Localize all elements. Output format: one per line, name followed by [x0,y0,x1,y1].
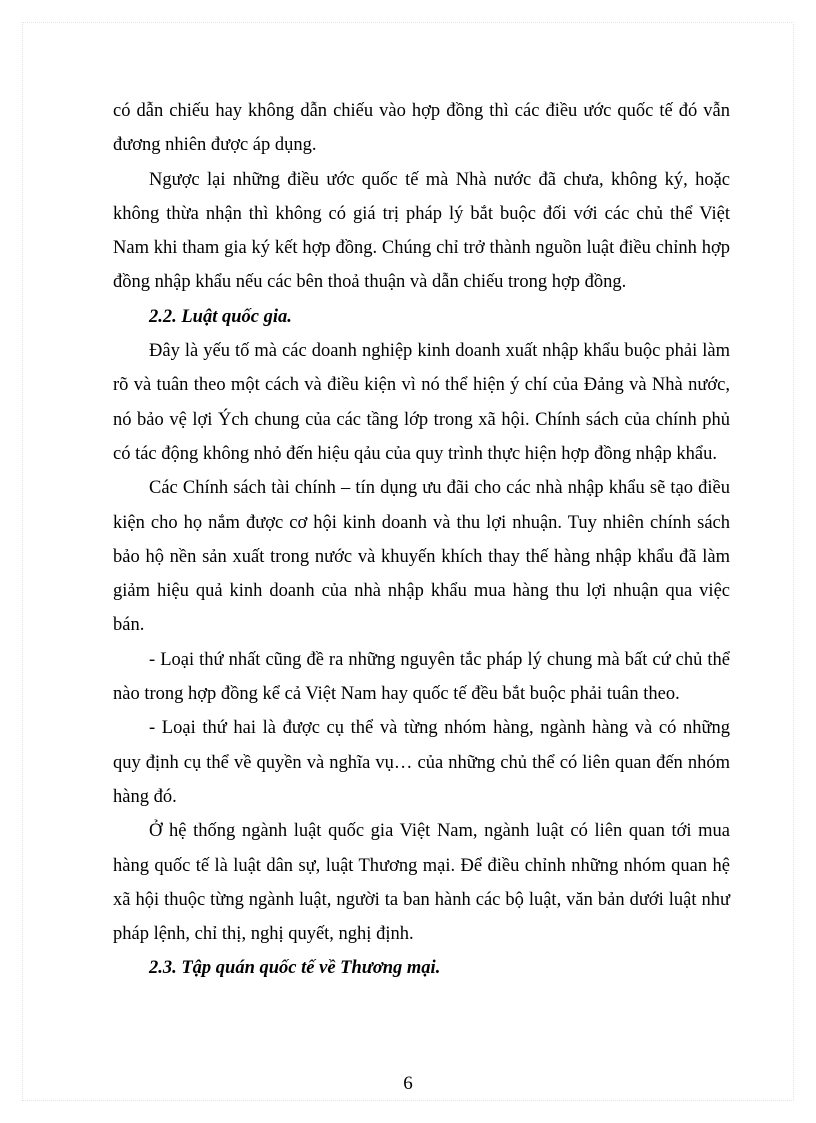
paragraph-2: Ngược lại những điều ước quốc tế mà Nhà nước đã chưa, không ký, hoặc không thừa nhận thì không có giá trị pháp lý bắt buộc đối với các chủ thể Việt Nam khi tham gia ký kết hợp đồng. Chúng chỉ trở thành nguồn luật điều chỉnh hợp đồng nhập khẩu nếu các bên thoả thuận và dẫn chiếu trong hợp đồng. [113,169,730,293]
paragraph-7: Ở hệ thống ngành luật quốc gia Việt Nam, ngành luật có liên quan tới mua hàng quốc tế là luật dân sự, luật Thương mại. Để điều chỉnh những nhóm quan hệ xã hội thuộc từng ngành luật, người ta ban hành các bộ luật, văn bản dưới luật như pháp lệnh, chỉ thị, nghị quyết, nghị định. [113,821,730,945]
section-heading-2-2: 2.2. Luật quốc gia. [149,306,292,327]
paragraph-1: có dẫn chiếu hay không dẫn chiếu vào hợp đồng thì các điều ước quốc tế đó vẫn đương nhiên được áp dụng. [113,101,730,156]
page-number: 6 [403,1073,413,1094]
paragraph-3: Đây là yếu tố mà các doanh nghiệp kinh doanh xuất nhập khẩu buộc phải làm rõ và tuân theo một cách và điều kiện vì nó thể hiện ý chí của Đảng và Nhà nước, nó bảo vệ lợi Ých chung của các tầng lớp trong xã hội. Chính sách của chính phủ có tác động không nhỏ đến hiệu qảu của quy trình thực hiện hợp đồng nhập khẩu. [113,341,730,464]
paragraph-5: - Loại thứ nhất cũng đề ra những nguyên tắc pháp lý chung mà bất cứ chủ thể nào trong hợp đồng kể cả Việt Nam hay quốc tế đều bắt buộc phải tuân theo. [113,649,730,705]
paragraph-4: Các Chính sách tài chính – tín dụng ưu đãi cho các nhà nhập khẩu sẽ tạo điều kiện cho họ nắm được cơ hội kinh doanh và thu lợi nhuận. Tuy nhiên chính sách bảo hộ nền sản xuất trong nước và khuyến khích thay thế hàng nhập khẩu đã làm giảm hiệu quả kinh doanh của nhà nhập khẩu mua hàng thu lợi nhuận qua việc bán. [113,478,730,636]
section-heading-2-3: 2.3. Tập quán quốc tế về Thương mại. [149,958,441,979]
paragraph-6: - Loại thứ hai là được cụ thể và từng nhóm hàng, ngành hàng và có những quy định cụ thể về quyền và nghĩa vụ… của những chủ thể có liên quan đến nhóm hàng đó. [113,718,730,807]
document-body [113,94,730,986]
